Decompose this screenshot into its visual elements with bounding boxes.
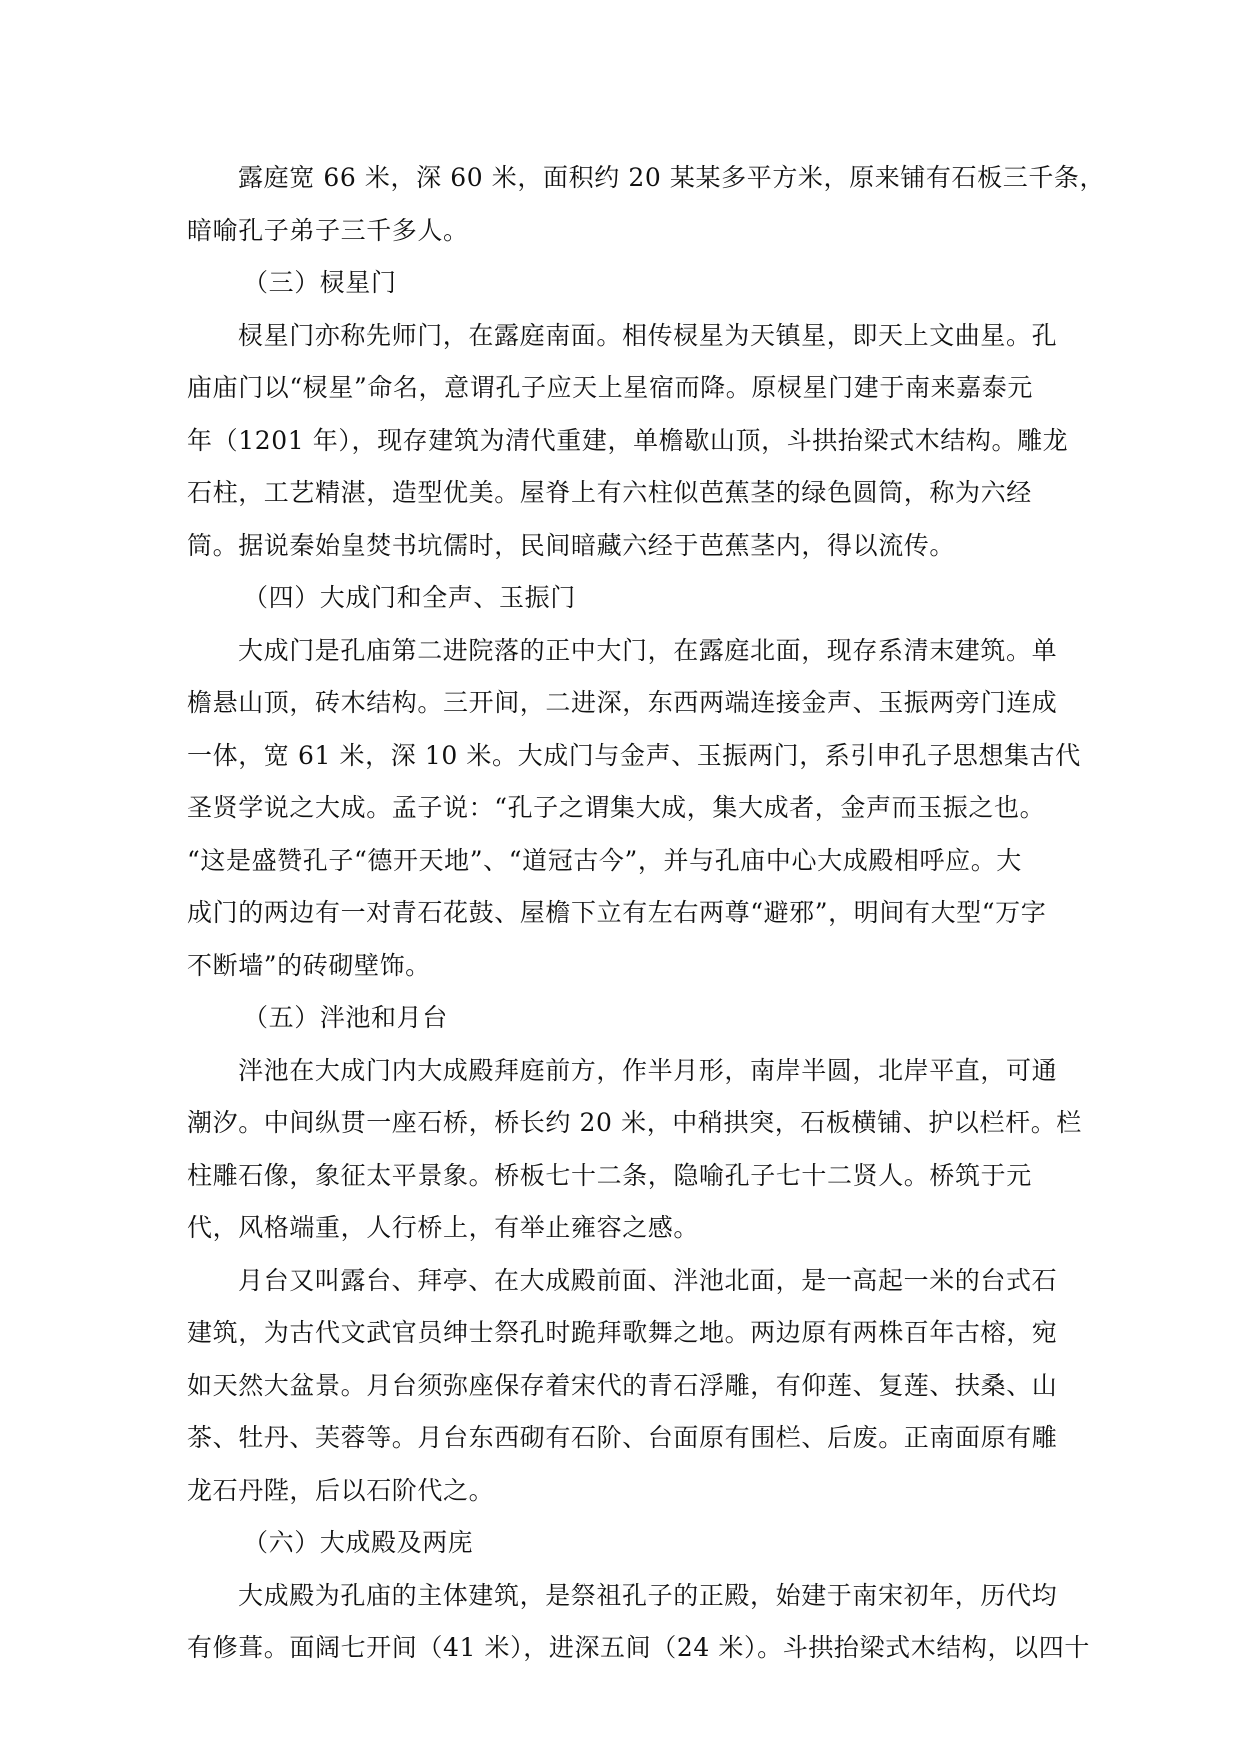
document-body bbox=[187, 152, 1106, 1675]
paragraph-line: “这是盛赞孔子“德开天地”、“道冠古今”，并与孔庙中心大成殿相呼应。大 bbox=[187, 845, 1022, 875]
paragraph-line: 筒。据说秦始皇焚书坑儒时，民间暗藏六经于芭蕉茎内，得以流传。 bbox=[187, 530, 956, 560]
paragraph-line: 庙庙门以“棂星”命名，意谓孔子应天上星宿而降。原棂星门建于南来嘉泰元 bbox=[187, 373, 1033, 402]
section-heading: （三）棂星门 bbox=[243, 268, 397, 297]
paragraph-line: 年（1201 年），现存建筑为清代重建，单檐歇山顶，斗拱抬梁式木结构。雕龙 bbox=[187, 425, 1069, 455]
paragraph-line: 大成门是孔庙第二进院落的正中大门，在露庭北面，现存系清末建筑。单 bbox=[238, 635, 1058, 665]
paragraph-line: 茶、牡丹、芙蓉等。月台东西砌有石阶、台面原有围栏、后废。正南面原有雕 bbox=[187, 1423, 1058, 1452]
paragraph-line: 大成殿为孔庙的主体建筑，是祭祖孔子的正殿，始建于南宋初年，历代均 bbox=[238, 1580, 1058, 1610]
section-heading: （四）大成门和全声、玉振门 bbox=[243, 583, 576, 612]
paragraph-line: 建筑，为古代文武官员绅士祭孔时跪拜歌舞之地。两边原有两株百年古榕，宛 bbox=[187, 1318, 1058, 1347]
paragraph-line: 有修葺。面阔七开间（41 米），进深五间（24 米）。斗拱抬梁式木结构，以四十 bbox=[187, 1633, 1090, 1662]
paragraph-line: 棂星门亦称先师门，在露庭南面。相传棂星为天镇星，即天上文曲星。孔 bbox=[238, 320, 1058, 350]
paragraph-line: 龙石丹陛，后以石阶代之。 bbox=[187, 1475, 495, 1505]
paragraph-line: 成门的两边有一对青石花鼓、屋檐下立有左右两尊“避邪”，明间有大型“万字 bbox=[187, 898, 1047, 927]
section-heading: （五）泮池和月台 bbox=[243, 1003, 448, 1032]
paragraph-line: 潮汐。中间纵贯一座石桥，桥长约 20 米，中稍拱突，石板横铺、护以栏杆。栏 bbox=[187, 1108, 1082, 1137]
paragraph-line: 圣贤学说之大成。孟子说：“孔子之谓集大成，集大成者，金声而玉振之也。 bbox=[187, 793, 1046, 822]
paragraph-line: 不断墙”的砖砌壁饰。 bbox=[187, 950, 431, 980]
paragraph-line: 如天然大盆景。月台须弥座保存着宋代的青石浮雕，有仰莲、复莲、扶桑、山 bbox=[187, 1370, 1058, 1400]
paragraph-line: 檐悬山顶，砖木结构。三开间，二进深，东西两端连接金声、玉振两旁门连成 bbox=[187, 688, 1058, 717]
paragraph-line: 石柱，工艺精湛，造型优美。屋脊上有六柱似芭蕉茎的绿色圆筒，称为六经 bbox=[187, 478, 1032, 507]
section-heading: （六）大成殿及两庑 bbox=[243, 1528, 474, 1557]
paragraph-line: 代，风格端重，人行桥上，有举止雍容之感。 bbox=[187, 1213, 700, 1242]
paragraph-line: 暗喻孔子弟子三千多人。 bbox=[187, 215, 469, 245]
paragraph-line: 月台又叫露台、拜亭、在大成殿前面、泮池北面，是一高起一米的台式石 bbox=[238, 1265, 1058, 1295]
paragraph-line: 露庭宽 66 米，深 60 米，面积约 20 某某多平方米，原来铺有石板三千条， bbox=[238, 163, 1106, 192]
paragraph-line: 泮池在大成门内大成殿拜庭前方，作半月形，南岸半圆，北岸平直，可通 bbox=[238, 1055, 1058, 1085]
paragraph-line: 柱雕石像，象征太平景象。桥板七十二条，隐喻孔子七十二贤人。桥筑于元 bbox=[187, 1160, 1032, 1190]
paragraph-line: 一体，宽 61 米，深 10 米。大成门与金声、玉振两门，系引申孔子思想集古代 bbox=[187, 740, 1081, 770]
